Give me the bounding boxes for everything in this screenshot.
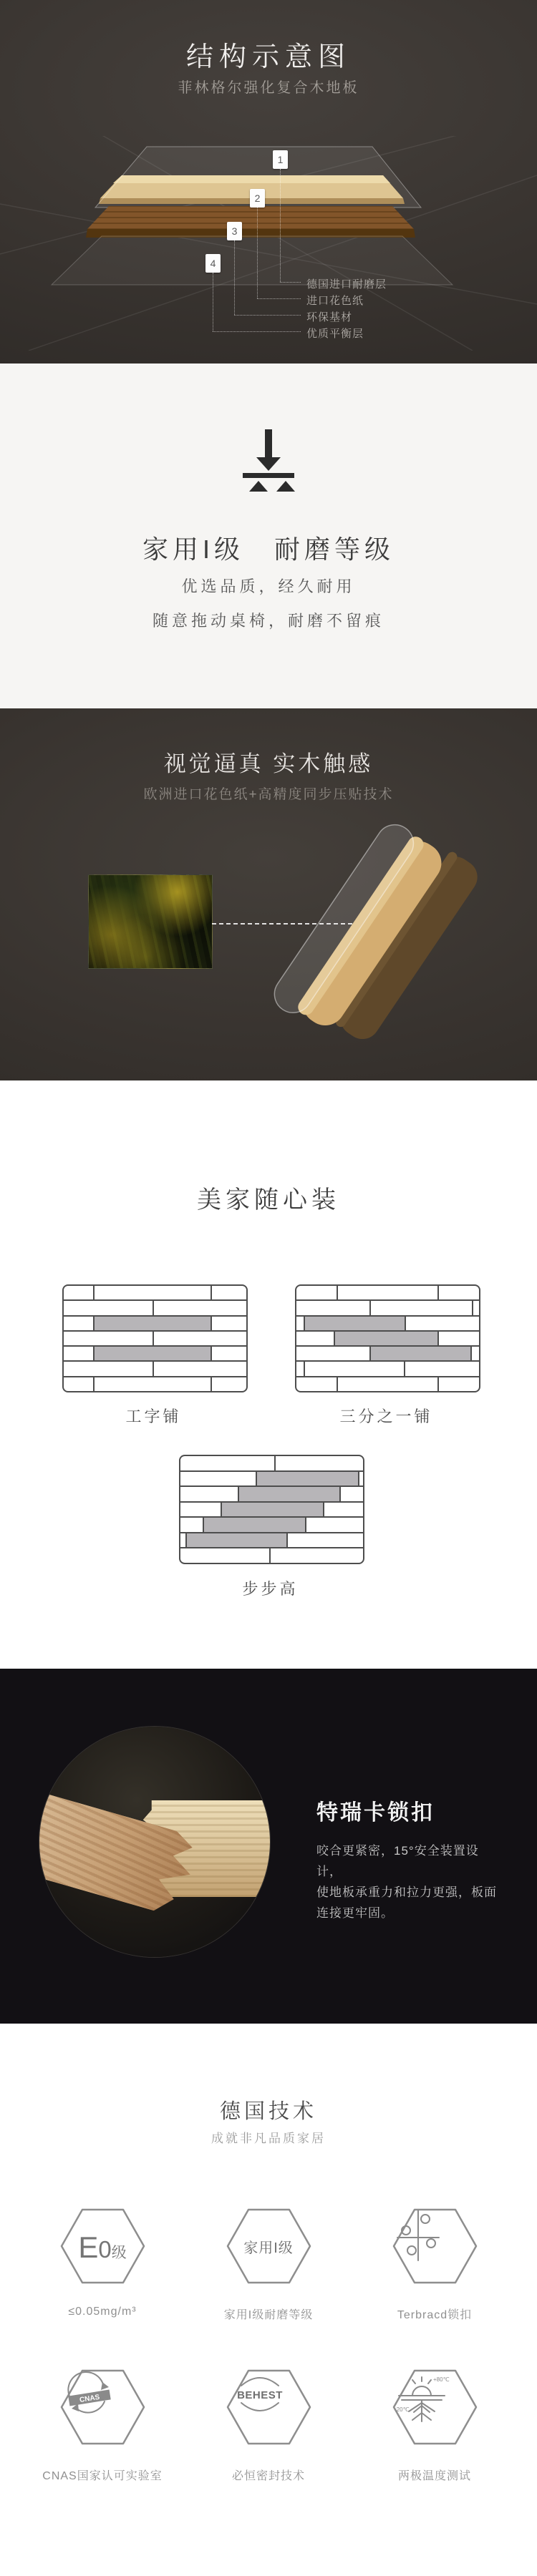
plank bbox=[211, 1347, 246, 1360]
section-german-tech bbox=[0, 2024, 537, 2576]
temp-low-text: -20℃ bbox=[394, 2406, 410, 2413]
badge-e0-grade: E 0 级 ≤0.05mg/m³ bbox=[20, 2206, 185, 2318]
plank bbox=[180, 1518, 203, 1532]
plank-row bbox=[64, 1360, 246, 1375]
plank bbox=[305, 1518, 363, 1532]
plank-row bbox=[296, 1299, 479, 1314]
badge-cnas bbox=[20, 2367, 185, 2483]
badge-lock-joint bbox=[352, 2206, 517, 2322]
plank-row bbox=[180, 1485, 363, 1501]
wear-line1: 优选品质，经久耐用 bbox=[181, 577, 356, 595]
plank bbox=[211, 1286, 246, 1299]
plank bbox=[256, 1472, 358, 1486]
lock-joint-icon bbox=[392, 2206, 445, 2263]
connector-line bbox=[280, 282, 301, 283]
cnas-text: CNAS bbox=[78, 2393, 100, 2405]
plank bbox=[185, 1533, 287, 1548]
lock-description bbox=[316, 1840, 503, 1923]
wood-texture-photo bbox=[88, 874, 213, 969]
plank-row bbox=[296, 1315, 479, 1330]
plank bbox=[93, 1317, 211, 1330]
plank bbox=[64, 1286, 93, 1299]
plank bbox=[286, 1533, 363, 1548]
plank-row bbox=[64, 1376, 246, 1391]
badge-label: ≤0.05mg/m³ bbox=[68, 2306, 137, 2318]
plank bbox=[296, 1317, 304, 1330]
plank-row bbox=[64, 1315, 246, 1330]
plank bbox=[337, 1377, 438, 1391]
plank bbox=[369, 1347, 471, 1360]
connector-line bbox=[257, 208, 258, 298]
plank bbox=[296, 1377, 337, 1391]
plank bbox=[211, 1377, 246, 1391]
plank bbox=[93, 1347, 211, 1360]
layer-flag-2: 2 bbox=[250, 189, 265, 208]
plank bbox=[296, 1347, 369, 1360]
plank-row bbox=[296, 1286, 479, 1299]
connector-line bbox=[213, 331, 301, 332]
plank bbox=[153, 1332, 246, 1345]
plank bbox=[269, 1548, 363, 1563]
visual-title: 视觉逼真 实木触感 bbox=[163, 751, 374, 776]
pattern-label-i-bond: 工字铺 bbox=[125, 1407, 182, 1425]
plank-row bbox=[64, 1286, 246, 1299]
lock-line: 咬合更紧密，15°安全装置设计， bbox=[316, 1844, 479, 1878]
tech-title: 德国技术 bbox=[219, 2100, 317, 2123]
plank bbox=[296, 1301, 369, 1314]
plank bbox=[404, 1362, 479, 1375]
plank bbox=[180, 1548, 269, 1563]
cnas-loop-icon bbox=[59, 2367, 120, 2427]
tech-subtitle: 成就非凡品质家居 bbox=[211, 2132, 326, 2145]
e0-text: E bbox=[78, 2230, 99, 2264]
structure-title: 结构示意图 bbox=[185, 42, 351, 72]
plank bbox=[180, 1472, 256, 1486]
lock-line: 连接更牢固。 bbox=[316, 1906, 394, 1920]
plank bbox=[358, 1472, 363, 1486]
section-visual-realism bbox=[0, 708, 537, 1080]
curved-plank-illustration bbox=[258, 809, 487, 1045]
flooring-layers-diagram bbox=[0, 136, 537, 351]
connector-line bbox=[234, 240, 235, 315]
layer-flag-3: 3 bbox=[227, 222, 242, 240]
temp-high-text: +80℃ bbox=[432, 2376, 450, 2383]
wear-line2: 随意拖动桌椅，耐磨不留痕 bbox=[152, 612, 384, 630]
plank-row bbox=[64, 1330, 246, 1345]
layer-flag-4: 4 bbox=[205, 254, 221, 273]
badge-label: CNAS国家认可实验室 bbox=[42, 2470, 163, 2482]
behest-seal-icon bbox=[226, 2367, 294, 2421]
section-structure bbox=[0, 0, 537, 364]
pattern-diagram-third-bond bbox=[295, 1284, 480, 1392]
pattern-diagram-i-bond bbox=[62, 1284, 248, 1392]
plank-row bbox=[180, 1470, 363, 1486]
plank bbox=[211, 1317, 246, 1330]
structure-subtitle: 菲林格尔强化复合木地板 bbox=[178, 80, 359, 96]
plank bbox=[437, 1377, 479, 1391]
plank bbox=[337, 1286, 438, 1299]
layer-label-2: 进口花色纸 bbox=[306, 295, 364, 307]
plank bbox=[64, 1362, 153, 1375]
plank bbox=[323, 1503, 363, 1517]
plank bbox=[334, 1332, 437, 1345]
plank bbox=[437, 1286, 479, 1299]
badge-label: 必恒密封技术 bbox=[231, 2470, 305, 2482]
plank-row bbox=[64, 1345, 246, 1360]
section-wear-rating bbox=[0, 364, 537, 708]
plank bbox=[304, 1362, 404, 1375]
badge-label: 家用I级耐磨等级 bbox=[223, 2309, 314, 2321]
plank bbox=[296, 1332, 334, 1345]
plank bbox=[437, 1332, 479, 1345]
plank bbox=[93, 1377, 211, 1391]
plank-row bbox=[180, 1547, 363, 1563]
plank-row bbox=[296, 1360, 479, 1375]
plank bbox=[180, 1456, 274, 1470]
layer-label-4: 优质平衡层 bbox=[306, 328, 364, 340]
plank bbox=[93, 1286, 211, 1299]
plank bbox=[238, 1487, 339, 1501]
plank bbox=[180, 1487, 238, 1501]
plank bbox=[221, 1503, 323, 1517]
pattern-diagram-step-bond bbox=[179, 1455, 364, 1564]
badge-home-grade bbox=[186, 2206, 351, 2322]
plank-row bbox=[180, 1532, 363, 1548]
plank bbox=[472, 1301, 479, 1314]
plank bbox=[64, 1347, 93, 1360]
plank bbox=[296, 1286, 337, 1299]
section-patterns bbox=[0, 1080, 537, 1669]
plank-row bbox=[180, 1516, 363, 1532]
lock-joint-photo bbox=[39, 1727, 270, 1957]
plank bbox=[304, 1317, 405, 1330]
behest-text: BEHEST bbox=[236, 2389, 283, 2401]
plank bbox=[203, 1518, 305, 1532]
temperature-test-icon bbox=[392, 2367, 452, 2427]
plank-row bbox=[180, 1456, 363, 1470]
plank-row bbox=[296, 1376, 479, 1391]
plank bbox=[153, 1362, 246, 1375]
balance-layer-sheet bbox=[52, 236, 453, 285]
badge-behest bbox=[186, 2367, 351, 2483]
plank bbox=[64, 1301, 153, 1314]
plank bbox=[405, 1317, 479, 1330]
pattern-label-third-bond: 三分之一铺 bbox=[339, 1407, 433, 1425]
layer-flag-1: 1 bbox=[273, 150, 288, 169]
plank-row bbox=[64, 1299, 246, 1314]
plank-row bbox=[296, 1345, 479, 1360]
plank bbox=[180, 1503, 221, 1517]
badge-temperature bbox=[352, 2367, 517, 2483]
lock-title: 特瑞卡锁扣 bbox=[316, 1801, 435, 1825]
plank bbox=[64, 1317, 93, 1330]
badge-label: 两极温度测试 bbox=[397, 2470, 471, 2482]
patterns-title: 美家随心装 bbox=[197, 1186, 340, 1214]
connector-line bbox=[234, 315, 301, 316]
plank bbox=[153, 1301, 246, 1314]
section-lock-joint bbox=[0, 1669, 537, 2024]
plank-row bbox=[296, 1330, 479, 1345]
plank bbox=[64, 1377, 93, 1391]
visual-subtitle: 欧洲进口花色纸+高精度同步压贴技术 bbox=[143, 787, 394, 802]
badge-label: Terbracd锁扣 bbox=[397, 2309, 473, 2321]
plank-row bbox=[180, 1501, 363, 1517]
plank bbox=[274, 1456, 363, 1470]
plank bbox=[64, 1332, 153, 1345]
plank bbox=[296, 1362, 304, 1375]
connector-line bbox=[280, 169, 281, 282]
lock-line: 使地板承重力和拉力更强，板面 bbox=[316, 1885, 497, 1899]
plank bbox=[369, 1301, 472, 1314]
layer-label-1: 德国进口耐磨层 bbox=[306, 278, 387, 291]
layer-label-3: 环保基材 bbox=[306, 311, 353, 323]
plank bbox=[339, 1487, 363, 1501]
plank bbox=[470, 1347, 479, 1360]
connector-line bbox=[257, 298, 301, 299]
wear-heading: 家用I级 耐磨等级 bbox=[142, 535, 395, 564]
pattern-label-step-bond: 步步高 bbox=[242, 1580, 299, 1598]
home-grade-text: 家用I级 bbox=[243, 2240, 294, 2256]
